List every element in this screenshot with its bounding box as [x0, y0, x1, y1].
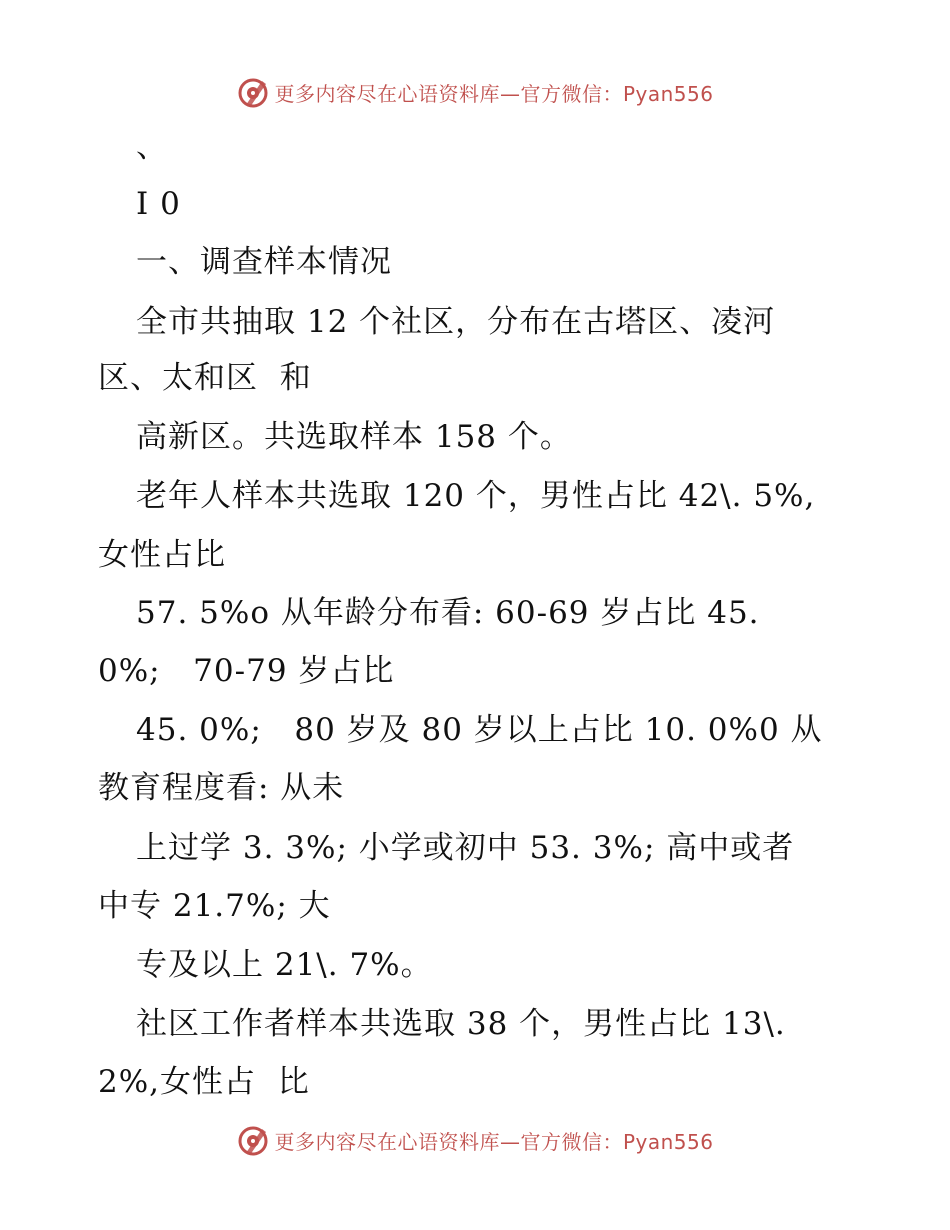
pen-nib-logo-icon [236, 1123, 270, 1157]
watermark-text: 更多内容尽在心语资料库—官方微信：Pyan556 [274, 1129, 714, 1154]
pen-nib-logo-icon [236, 75, 270, 109]
section-heading: 一、调查样本情况 [136, 244, 392, 280]
footer-watermark [0, 1120, 950, 1160]
text-line: 专及以上 21\. 7%。 [136, 947, 433, 983]
text-line: 45. 0%; 80 岁及 80 岁以上占比 10. 0%0 从 [136, 712, 823, 748]
text-line: 上过学 3. 3%; 小学或初中 53. 3%; 高中或者 [136, 830, 795, 866]
text-line: 教育程度看: 从未 [98, 770, 345, 806]
text-line: I 0 [136, 186, 181, 222]
text-line: 区、太和区 和 [98, 360, 312, 396]
header-watermark [0, 72, 950, 112]
text-line: 全市共抽取 12 个社区，分布在古塔区、凌河 [136, 304, 776, 340]
watermark-text: 更多内容尽在心语资料库—官方微信：Pyan556 [274, 81, 714, 106]
text-line: 57. 5%o 从年龄分布看: 60-69 岁占比 45. [136, 595, 760, 631]
text-line: 、 [136, 129, 168, 165]
text-line: 中专 21.7%; 大 [98, 888, 331, 924]
text-line: 0%; 70-79 岁占比 [98, 653, 395, 689]
text-line: 社区工作者样本共选取 38 个，男性占比 13\. [136, 1006, 786, 1042]
text-line: 老年人样本共选取 120 个，男性占比 42\. 5%, [136, 478, 816, 514]
text-line: 2%,女性占 比 [98, 1064, 310, 1100]
text-line: 女性占比 [98, 537, 226, 573]
text-line: 高新区。共选取样本 158 个。 [136, 419, 572, 455]
